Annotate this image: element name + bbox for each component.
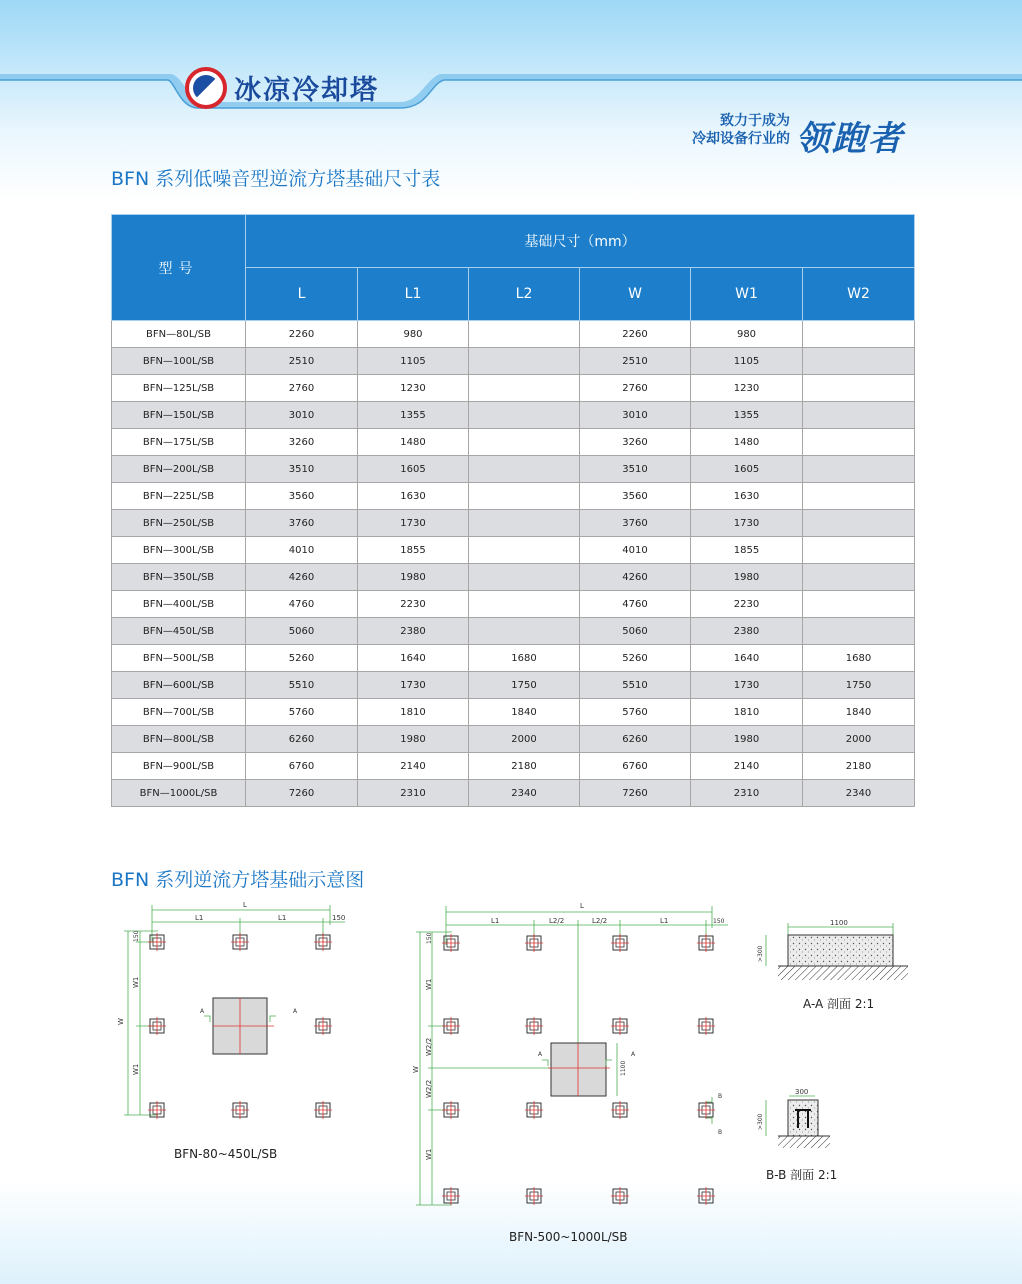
dim-label: W1 (425, 1148, 433, 1160)
dimension-cell: 2760 (246, 375, 358, 402)
caption-middle: BFN-500~1000L/SB (509, 1230, 628, 1244)
model-cell: BFN—400L/SB (112, 591, 246, 618)
dimension-cell: 2180 (469, 753, 580, 780)
dim-label: >300 (757, 1113, 764, 1130)
dimension-cell: 1355 (691, 402, 803, 429)
dimension-cell: 5510 (246, 672, 358, 699)
dimension-cell: 2230 (691, 591, 803, 618)
model-cell: BFN—100L/SB (112, 348, 246, 375)
model-cell: BFN—200L/SB (112, 456, 246, 483)
dimension-cell: 2180 (803, 753, 915, 780)
dim-label: L2/2 (592, 917, 608, 925)
model-cell: BFN—250L/SB (112, 510, 246, 537)
col-header: W2 (803, 268, 915, 321)
dimension-cell: 3260 (246, 429, 358, 456)
model-header: 型号 (112, 215, 246, 321)
model-cell: BFN—80L/SB (112, 321, 246, 348)
dimension-cell: 7260 (246, 780, 358, 807)
dimension-cell: 3560 (246, 483, 358, 510)
model-cell: BFN—450L/SB (112, 618, 246, 645)
dimension-cell: 5760 (246, 699, 358, 726)
dim-label: 150 (713, 918, 725, 925)
slogan-line2: 冷却设备行业的 (692, 131, 790, 147)
dimension-cell: 2380 (691, 618, 803, 645)
dimension-cell: 1640 (358, 645, 469, 672)
dimension-cell: 6260 (580, 726, 691, 753)
section-mark: B (718, 1129, 723, 1136)
dimension-cell: 3760 (580, 510, 691, 537)
dimension-cell: 2000 (803, 726, 915, 753)
model-cell: BFN—900L/SB (112, 753, 246, 780)
dim-label: W2/2 (425, 1037, 433, 1056)
dim-label: W2/2 (425, 1079, 433, 1098)
dimension-cell: 980 (691, 321, 803, 348)
dimension-cell: 3010 (580, 402, 691, 429)
dimension-cell: 1855 (358, 537, 469, 564)
model-cell: BFN—350L/SB (112, 564, 246, 591)
dimension-cell: 1810 (358, 699, 469, 726)
dim-label: W1 (132, 1063, 140, 1075)
model-cell: BFN—225L/SB (112, 483, 246, 510)
model-cell: BFN—1000L/SB (112, 780, 246, 807)
dimension-cell: 4010 (246, 537, 358, 564)
dimension-cell: 1605 (691, 456, 803, 483)
dimension-cell: 1680 (469, 645, 580, 672)
dimension-cell: 4260 (580, 564, 691, 591)
dimension-cell: 1105 (691, 348, 803, 375)
diagram-middle (412, 902, 728, 1205)
dimension-cell: 2310 (691, 780, 803, 807)
dimension-cell: 5510 (580, 672, 691, 699)
dimension-cell: 7260 (580, 780, 691, 807)
dimension-cell: 3260 (580, 429, 691, 456)
dimension-cell: 2380 (358, 618, 469, 645)
section-aa-drawing (757, 919, 908, 980)
dim-label: 1100 (830, 919, 848, 927)
model-cell: BFN—125L/SB (112, 375, 246, 402)
dim-label: 150 (133, 930, 140, 942)
dimension-cell: 1980 (691, 726, 803, 753)
dimension-cell: 5060 (580, 618, 691, 645)
dimension-cell: 1840 (469, 699, 580, 726)
col-header: W1 (691, 268, 803, 321)
dimension-cell: 2260 (246, 321, 358, 348)
dimension-cell: 1230 (691, 375, 803, 402)
dimension-cell: 2260 (580, 321, 691, 348)
dimension-cell: 5260 (246, 645, 358, 672)
dim-label: W (117, 1018, 125, 1025)
diagram-title: BFN 系列逆流方塔基础示意图 (111, 869, 365, 891)
dimension-cell: 1980 (358, 726, 469, 753)
dim-label: W (412, 1066, 420, 1073)
dimension-cell: 1630 (691, 483, 803, 510)
dimension-cell: 1855 (691, 537, 803, 564)
dimension-cell: 4260 (246, 564, 358, 591)
caption-section-bb: B-B 剖面 2:1 (766, 1168, 838, 1182)
group-header: 基础尺寸（mm） (246, 215, 915, 268)
dimension-cell: 6260 (246, 726, 358, 753)
dimension-cell: 6760 (246, 753, 358, 780)
dimension-cell: 4760 (580, 591, 691, 618)
model-cell: BFN—600L/SB (112, 672, 246, 699)
col-header: L1 (358, 268, 469, 321)
dimension-cell: 1810 (691, 699, 803, 726)
diagram-left (117, 901, 345, 1119)
model-cell: BFN—150L/SB (112, 402, 246, 429)
dimension-cell: 2000 (469, 726, 580, 753)
section-mark: A (293, 1008, 298, 1015)
dimension-cell: 1355 (358, 402, 469, 429)
model-cell: BFN—800L/SB (112, 726, 246, 753)
dimension-cell: 4760 (246, 591, 358, 618)
dimension-cell: 5260 (580, 645, 691, 672)
dimension-cell: 3560 (580, 483, 691, 510)
dim-label: L1 (660, 917, 669, 925)
dimension-cell: 3760 (246, 510, 358, 537)
col-header: L2 (469, 268, 580, 321)
dimension-cell: 1750 (803, 672, 915, 699)
dim-label: L1 (278, 914, 287, 922)
dimension-cell: 1480 (691, 429, 803, 456)
dimension-cell: 1730 (358, 510, 469, 537)
model-cell: BFN—175L/SB (112, 429, 246, 456)
dimension-cell: 2340 (469, 780, 580, 807)
model-cell: BFN—700L/SB (112, 699, 246, 726)
section-mark: A (200, 1008, 205, 1015)
dimension-cell: 2760 (580, 375, 691, 402)
dimension-cell: 2510 (580, 348, 691, 375)
model-cell: BFN—500L/SB (112, 645, 246, 672)
section-mark: A (538, 1051, 543, 1058)
slogan-big: 领跑者 (796, 119, 904, 159)
dimension-cell: 2510 (246, 348, 358, 375)
dim-label: 300 (795, 1088, 809, 1096)
dimension-cell: 1730 (358, 672, 469, 699)
model-cell: BFN—300L/SB (112, 537, 246, 564)
dim-label: 1100 (620, 1060, 627, 1076)
dimension-cell: 1730 (691, 672, 803, 699)
dimension-cell: 1730 (691, 510, 803, 537)
dim-label: >300 (757, 945, 764, 962)
dim-label: L1 (195, 914, 204, 922)
table-title: BFN 系列低噪音型逆流方塔基础尺寸表 (111, 168, 441, 190)
dimension-cell: 3510 (580, 456, 691, 483)
dim-label: L1 (491, 917, 500, 925)
dimension-cell: 6760 (580, 753, 691, 780)
section-bb-drawing (757, 1088, 830, 1148)
dimension-cell: 1980 (358, 564, 469, 591)
dim-label: W1 (132, 976, 140, 988)
dim-label: 150 (332, 914, 346, 922)
dim-label: L2/2 (549, 917, 565, 925)
dimension-cell: 1840 (803, 699, 915, 726)
section-mark: A (631, 1051, 636, 1058)
dimension-cell: 2310 (358, 780, 469, 807)
section-mark: B (718, 1093, 723, 1100)
dim-label: L (580, 902, 584, 910)
caption-left: BFN-80~450L/SB (174, 1147, 278, 1161)
dimension-cell: 2230 (358, 591, 469, 618)
dimension-cell: 4010 (580, 537, 691, 564)
brand-name: 冰凉冷却塔 (234, 75, 379, 106)
dimension-cell: 5060 (246, 618, 358, 645)
dimension-cell: 2340 (803, 780, 915, 807)
dimension-cell: 1630 (358, 483, 469, 510)
dimension-cell: 1605 (358, 456, 469, 483)
dimension-cell: 1680 (803, 645, 915, 672)
dimension-cell: 2140 (691, 753, 803, 780)
dimension-cell: 1480 (358, 429, 469, 456)
dimension-cell: 1230 (358, 375, 469, 402)
caption-section-aa: A-A 剖面 2:1 (803, 997, 875, 1011)
dimension-cell: 1750 (469, 672, 580, 699)
dimension-cell: 1980 (691, 564, 803, 591)
dim-label: L (243, 901, 247, 909)
dimension-cell: 980 (358, 321, 469, 348)
col-header: W (580, 268, 691, 321)
dim-label: 150 (426, 932, 433, 944)
col-header: L (246, 268, 358, 321)
dimension-cell: 1105 (358, 348, 469, 375)
dimension-cell: 5760 (580, 699, 691, 726)
dimension-cell: 3010 (246, 402, 358, 429)
dimension-cell: 1640 (691, 645, 803, 672)
dimension-cell: 3510 (246, 456, 358, 483)
dimension-cell: 2140 (358, 753, 469, 780)
slogan-line1: 致力于成为 (720, 113, 790, 129)
dim-label: W1 (425, 978, 433, 990)
